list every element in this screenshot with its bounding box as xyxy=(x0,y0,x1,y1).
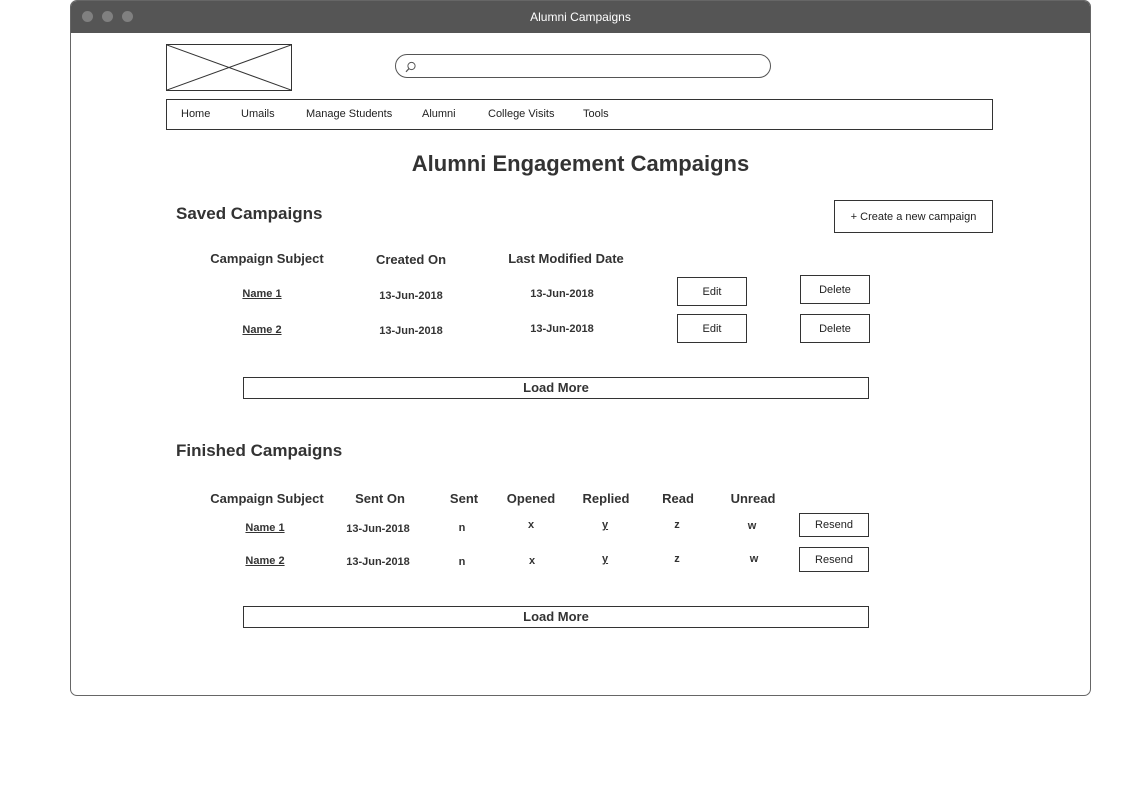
finished-sent-count: n xyxy=(458,522,466,534)
search-bar[interactable] xyxy=(395,54,771,78)
finished-header-unread: Unread xyxy=(730,491,776,506)
finished-header-subject: Campaign Subject xyxy=(210,491,324,506)
search-icon xyxy=(405,60,417,78)
finished-campaign-subject-link[interactable]: Name 1 xyxy=(245,522,285,534)
nav-item-umails[interactable]: Umails xyxy=(241,108,275,120)
saved-header-modified: Last Modified Date xyxy=(508,251,624,266)
finished-header-sent-on: Sent On xyxy=(355,491,405,506)
edit-button[interactable]: Edit xyxy=(677,277,747,306)
finished-opened-count: x xyxy=(527,519,535,531)
finished-read-count: z xyxy=(674,519,680,531)
nav-item-college-visits[interactable]: College Visits xyxy=(488,108,555,120)
nav-item-home[interactable]: Home xyxy=(181,108,211,120)
delete-button[interactable]: Delete xyxy=(800,314,870,343)
resend-button[interactable]: Resend xyxy=(799,547,869,572)
nav-item-manage-students[interactable]: Manage Students xyxy=(306,108,393,120)
nav-item-alumni[interactable]: Alumni xyxy=(422,108,456,120)
saved-header-subject: Campaign Subject xyxy=(210,251,324,266)
finished-header-sent: Sent xyxy=(449,491,479,506)
finished-sent-on-date: 13-Jun-2018 xyxy=(346,556,410,568)
create-campaign-button[interactable]: + Create a new campaign xyxy=(834,200,993,233)
nav-item-tools[interactable]: Tools xyxy=(583,108,609,120)
saved-header-created: Created On xyxy=(375,252,447,267)
finished-replied-count[interactable]: y xyxy=(601,553,609,565)
finished-campaigns-heading: Finished Campaigns xyxy=(176,441,343,460)
saved-campaigns-heading: Saved Campaigns xyxy=(176,204,323,223)
delete-button[interactable]: Delete xyxy=(800,275,870,304)
search-input[interactable] xyxy=(422,57,756,77)
finished-header-replied: Replied xyxy=(582,491,630,506)
saved-created-date: 13-Jun-2018 xyxy=(379,325,443,337)
page-title: Alumni Engagement Campaigns xyxy=(411,151,750,176)
title-bar xyxy=(71,1,1090,33)
saved-campaign-subject-link[interactable]: Name 1 xyxy=(242,288,282,300)
browser-window xyxy=(70,0,1091,696)
edit-button[interactable]: Edit xyxy=(677,314,747,343)
window-title: Alumni Campaigns xyxy=(530,10,631,24)
finished-header-read: Read xyxy=(662,491,694,506)
logo-placeholder xyxy=(166,44,292,91)
finished-opened-count: x xyxy=(528,555,536,567)
saved-created-date: 13-Jun-2018 xyxy=(379,290,443,302)
finished-sent-on-date: 13-Jun-2018 xyxy=(346,523,410,535)
finished-read-count: z xyxy=(674,553,680,565)
main-nav xyxy=(166,99,993,130)
saved-load-more-button[interactable]: Load More xyxy=(243,377,869,399)
saved-campaign-subject-link[interactable]: Name 2 xyxy=(242,324,282,336)
resend-button[interactable]: Resend xyxy=(799,513,869,537)
finished-replied-count[interactable]: y xyxy=(601,519,609,531)
finished-unread-count: w xyxy=(749,553,759,565)
finished-unread-count: w xyxy=(747,520,757,532)
finished-campaign-subject-link[interactable]: Name 2 xyxy=(245,555,285,567)
finished-header-opened: Opened xyxy=(506,491,556,506)
saved-modified-date: 13-Jun-2018 xyxy=(530,288,594,300)
finished-sent-count: n xyxy=(458,556,466,568)
saved-modified-date: 13-Jun-2018 xyxy=(530,323,594,335)
finished-load-more-button[interactable]: Load More xyxy=(243,606,869,628)
